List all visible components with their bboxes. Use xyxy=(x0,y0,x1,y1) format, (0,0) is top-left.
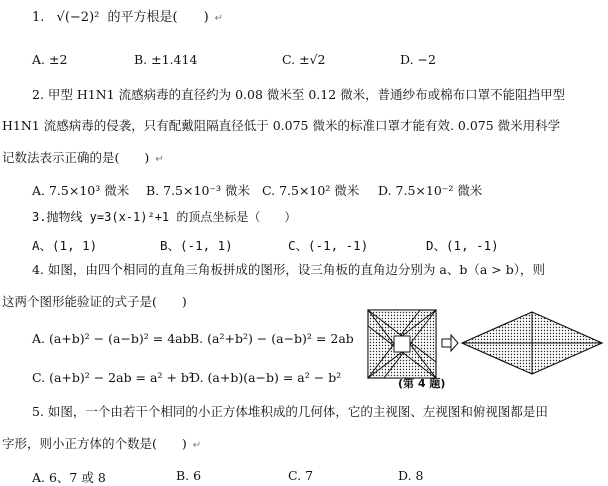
q4-figure xyxy=(366,308,606,384)
q3-stem: 3.抛物线 y=3(x-1)²+1 的顶点坐标是（ ） xyxy=(32,210,297,224)
q2-line-3-text: 记数法表示正确的是( ) xyxy=(2,150,150,165)
q1-option-a: A. ±2 xyxy=(32,52,68,67)
q4-line-2: 这两个图形能验证的式子是( ) xyxy=(2,294,187,309)
q5-option-b: B. 6 xyxy=(176,468,202,483)
q4-option-a: A. (a+b)² − (a−b)² = 4ab xyxy=(32,331,191,346)
return-mark-icon: ↵ xyxy=(155,154,164,165)
q2-option-c: C. 7.5×10² 微米 xyxy=(262,183,360,198)
q4-figure-caption: (第 4 题) xyxy=(398,377,446,390)
q1-stem xyxy=(32,10,223,27)
q5-line-2 xyxy=(2,436,201,454)
q2-line-2: H1N1 流感病毒的侵袭，只有配戴阻隔直径低于 0.075 微米的标准口罩才能有效. 0.075 微米用科学 xyxy=(2,118,561,133)
q3-option-a: A、(1, 1) xyxy=(32,238,98,253)
q3-option-c: C、(-1, -1) xyxy=(288,238,369,253)
q2-option-b: B. 7.5×10⁻³ 微米 xyxy=(146,183,250,198)
q2-line-1: 2. 甲型 H1N1 流感病毒的直径约为 0.08 微米至 0.12 微米，普通纱布或棉布口罩不能阻挡甲型 xyxy=(32,87,566,102)
q4-option-c: C. (a+b)² − 2ab = a² + b² xyxy=(32,370,194,385)
q5-line-2-text: 字形，则小正方体的个数是( ) xyxy=(2,436,187,451)
q4-line-1: 4. 如图，由四个相同的直角三角板拼成的图形，设三角板的直角边分别为 a、b（a > b），则 xyxy=(32,262,545,277)
rhombus-figure xyxy=(462,312,602,374)
square-figure xyxy=(368,310,436,378)
q5-line-1: 5. 如图，一个由若干个相同的小正方体堆积成的几何体，它的主视图、左视图和俯视图都是田 xyxy=(32,404,548,419)
q5-option-d: D. 8 xyxy=(398,468,424,483)
q3-option-b: B、(-1, 1) xyxy=(160,238,233,253)
q2-option-d: D. 7.5×10⁻² 微米 xyxy=(378,183,483,198)
return-mark-icon: ↵ xyxy=(192,440,202,451)
q2-line-3 xyxy=(2,150,164,168)
q1-option-c: C. ±√2 xyxy=(282,52,326,67)
q1-radical: √(−2)² xyxy=(56,10,100,25)
q1-stem-text: 的平方根是( ) xyxy=(107,10,209,25)
q2-option-a: A. 7.5×10³ 微米 xyxy=(32,183,130,198)
q5-option-a: A. 6、7 或 8 xyxy=(32,470,106,485)
q1-number: 1. xyxy=(32,10,45,25)
arrow-icon xyxy=(442,335,458,351)
q1-option-b: B. ±1.414 xyxy=(134,52,198,67)
q4-option-d: D. (a+b)(a−b) = a² − b² xyxy=(190,370,342,385)
q4-option-b: B. (a²+b²) − (a−b)² = 2ab xyxy=(190,331,354,346)
q3-option-d: D、(1, -1) xyxy=(426,238,499,253)
q1-option-d: D. −2 xyxy=(400,52,436,67)
q5-option-c: C. 7 xyxy=(288,468,314,483)
return-mark-icon: ↵ xyxy=(214,13,224,24)
